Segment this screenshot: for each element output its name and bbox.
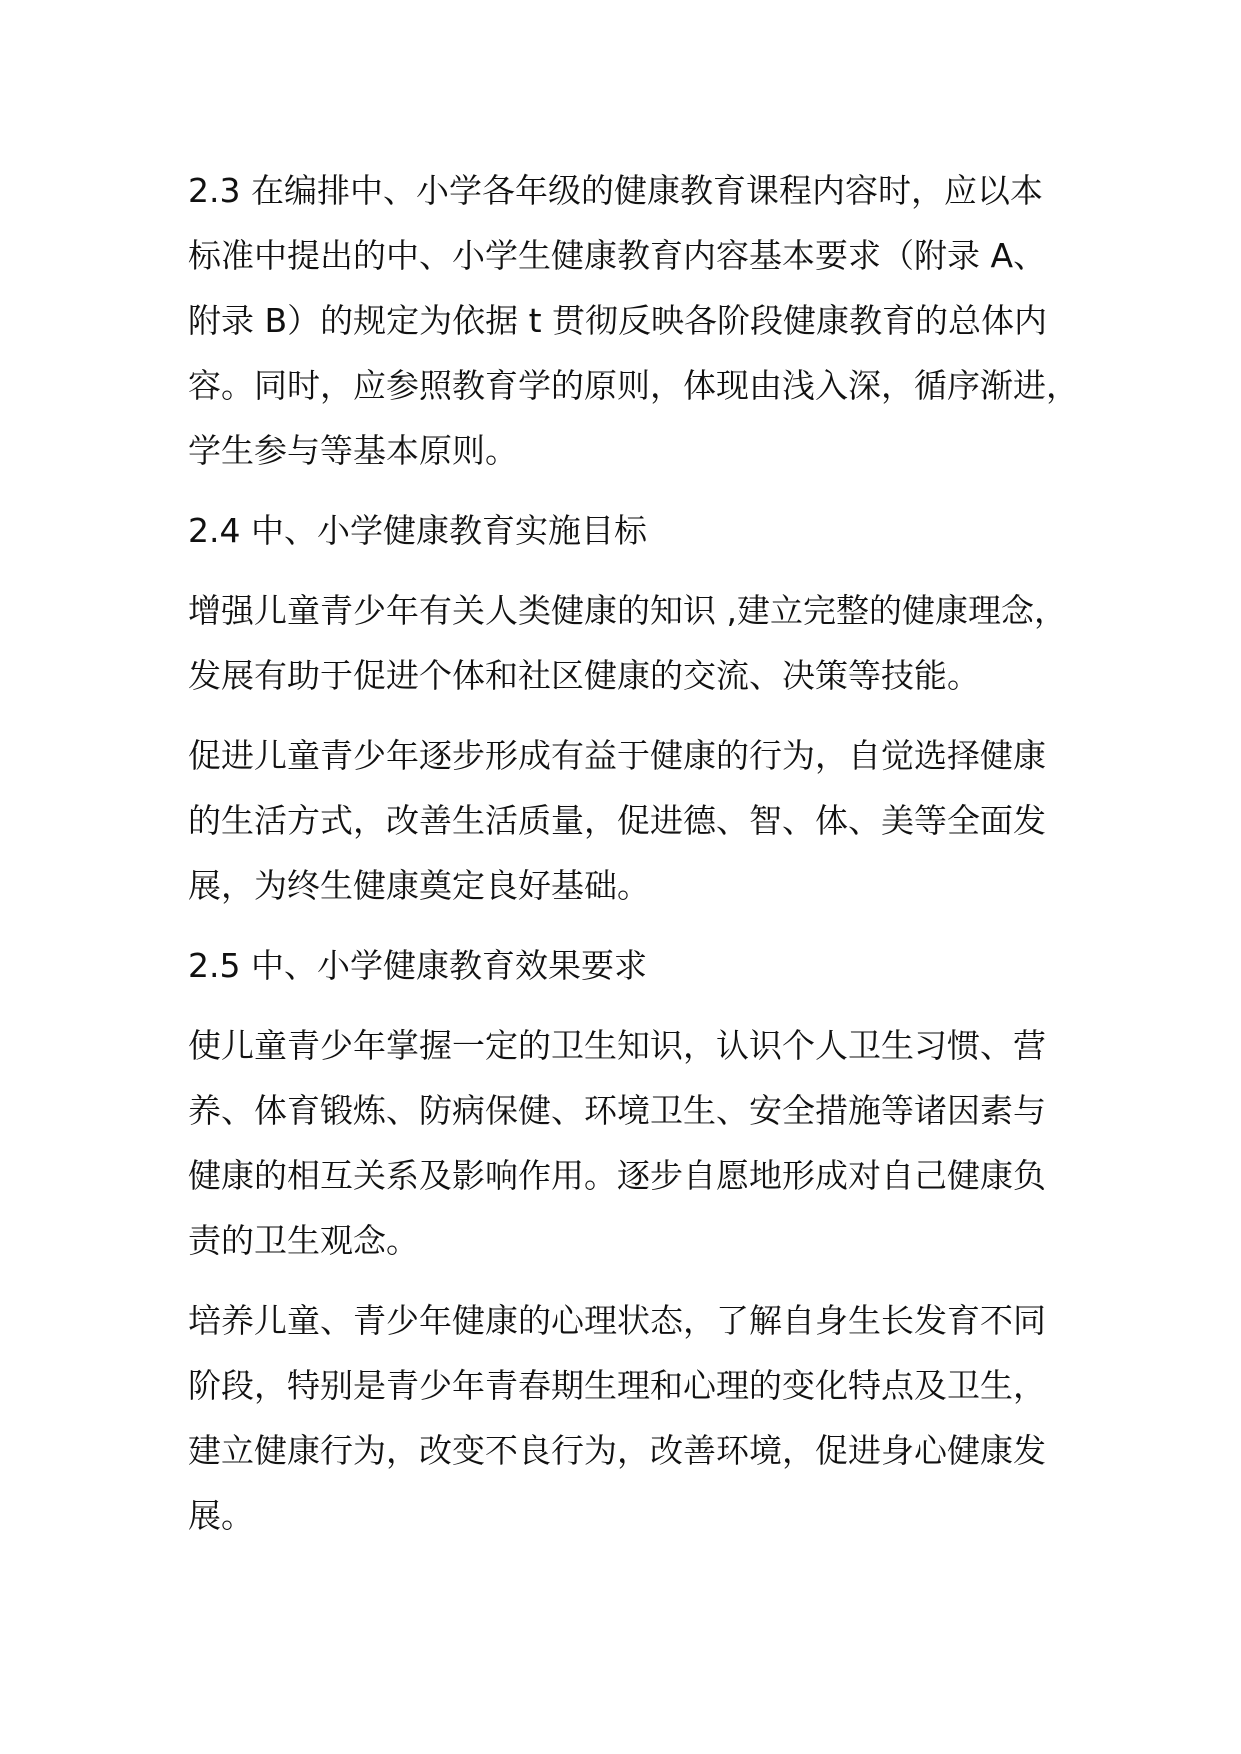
text-line: 展，为终生健康奠定良好基础。 xyxy=(188,866,650,905)
section-heading: 2.5 中、小学健康教育效果要求 xyxy=(188,946,647,985)
text-line: 健康的相互关系及影响作用。逐步自愿地形成对自己健康负 xyxy=(188,1156,1046,1195)
text-line: 学生参与等基本原则。 xyxy=(188,431,518,470)
text-line: 发展有助于促进个体和社区健康的交流、决策等技能。 xyxy=(188,656,980,695)
text-line: 阶段，特别是青少年青春期生理和心理的变化特点及卫生， xyxy=(188,1366,1046,1405)
heading-2-5 xyxy=(188,933,1068,998)
text-line: 责的卫生观念。 xyxy=(188,1221,419,1260)
text-line: 的生活方式，改善生活质量，促进德、智、体、美等全面发 xyxy=(188,801,1046,840)
text-line: 培养儿童、青少年健康的心理状态，了解自身生长发育不同 xyxy=(188,1301,1046,1340)
text-line: 建立健康行为，改变不良行为，改善环境，促进身心健康发 xyxy=(188,1431,1046,1470)
text-line: 增强儿童青少年有关人类健康的知识 ,建立完整的健康理念， xyxy=(188,591,1067,630)
text-line: 展。 xyxy=(188,1496,254,1535)
paragraph-2-3 xyxy=(188,158,1079,483)
text-line: 标准中提出的中、小学生健康教育内容基本要求（附录 A、 xyxy=(188,236,1047,275)
paragraph-psychology xyxy=(188,1288,1068,1548)
paragraph-behavior xyxy=(188,723,1068,918)
section-heading: 2.4 中、小学健康教育实施目标 xyxy=(188,511,647,550)
text-line: 促进儿童青少年逐步形成有益于健康的行为，自觉选择健康 xyxy=(188,736,1046,775)
text-line: 2.3 在编排中、小学各年级的健康教育课程内容时，应以本 xyxy=(188,171,1043,210)
heading-2-4 xyxy=(188,498,1068,563)
paragraph-knowledge xyxy=(188,578,1068,708)
document-page xyxy=(188,158,1079,1548)
text-line: 养、体育锻炼、防病保健、环境卫生、安全措施等诸因素与 xyxy=(188,1091,1046,1130)
text-line: 容。同时，应参照教育学的原则，体现由浅入深，循序渐进， xyxy=(188,366,1079,405)
paragraph-hygiene xyxy=(188,1013,1068,1273)
text-line: 附录 B）的规定为依据 t 贯彻反映各阶段健康教育的总体内 xyxy=(188,301,1048,340)
text-line: 使儿童青少年掌握一定的卫生知识，认识个人卫生习惯、营 xyxy=(188,1026,1046,1065)
